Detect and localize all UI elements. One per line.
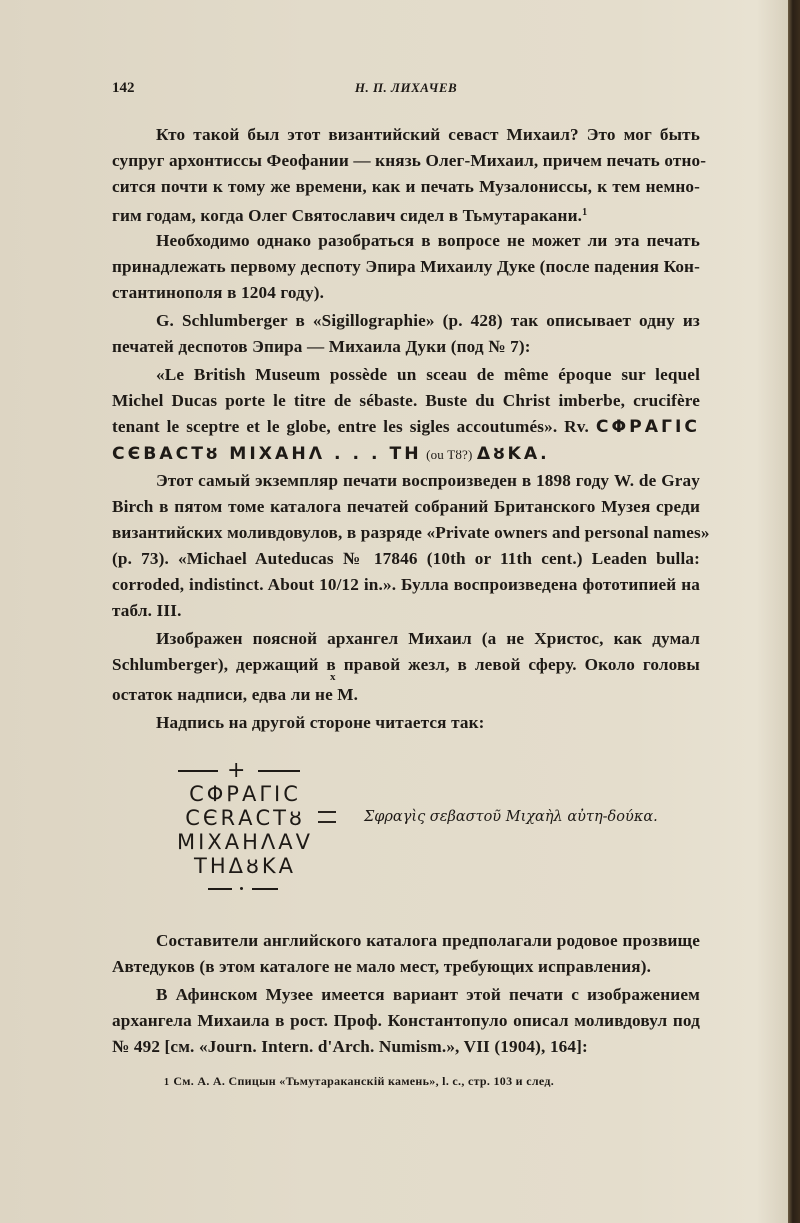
ornament-dash xyxy=(258,770,300,772)
text-line: Birch в пятом томе каталога печатей собраний Британского Музея среди xyxy=(112,497,700,516)
text-line: Изображен поясной архангел Михаил (а не Христос, как думал xyxy=(156,629,700,648)
text-line: corroded, indistinct. About 10/12 in.». Булла воспроизведена фототипией на xyxy=(112,575,700,594)
inscription-line: ТНΔȣΚΑ xyxy=(194,854,296,878)
text-line: Кто такой был этот византийский севаст Михаил? Это мог быть xyxy=(156,125,700,144)
text-line: № 492 [см. «Journ. Intern. d'Arch. Numism.», VII (1904), 164]: xyxy=(112,1037,588,1056)
text-line: византийских моливдовулов, в разряде «Private owners and personal names» xyxy=(112,523,710,542)
text-line: Необходимо однако разобраться в вопросе не может ли эта печать xyxy=(156,231,700,250)
running-head: Н. П. ЛИХАЧЕВ xyxy=(354,80,458,95)
text-line: (p. 73). «Michael Auteducas № 17846 (10th or 11th cent.) Leaden bulla: xyxy=(112,549,700,568)
page-number: 142 xyxy=(112,80,135,96)
text-line: печатей деспотов Эпира — Михаила Дуки (под № 7): xyxy=(112,337,531,356)
text-line: Michel Ducas porte le titre de sébaste. Buste du Christ imberbe, crucifère xyxy=(112,391,700,410)
text-line: табл. III. xyxy=(112,601,182,620)
text-line xyxy=(112,416,700,438)
footnote-mark: 1 xyxy=(164,1077,170,1088)
text-line: принадлежать первому деспоту Эпира Михаилу Дуке (после падения Кон- xyxy=(112,257,700,276)
text-line: Составители английского каталога предполагали родовое прозвище xyxy=(156,931,700,950)
greek-reading: Σφραγὶς σεβαστοῦ Μιχαὴλ αὐτη-δούκα. xyxy=(364,809,658,825)
superscript-x-mark: x xyxy=(330,671,336,683)
page-header xyxy=(112,76,700,100)
greek-inscription-span: СΦΡΑΓΙС xyxy=(595,417,700,437)
book-binding-edge xyxy=(788,0,800,1223)
footnote-reference: 1 xyxy=(582,207,588,218)
text-span: гим годам, когда Олег Святославич сидел в Тьмутаракани. xyxy=(112,206,583,225)
footnote xyxy=(164,1074,554,1089)
inscription-line: СΦΡΑΓΙС xyxy=(189,782,301,806)
inscription-line: СЄRΑСТȣ xyxy=(185,806,305,830)
ornament-dot xyxy=(240,887,243,890)
ornament-dash xyxy=(252,888,278,890)
text-line: архангела Михаила в рост. Проф. Константопуло описал моливдовул под xyxy=(112,1011,700,1030)
cross-icon: + xyxy=(227,758,246,783)
ornament-dash xyxy=(208,888,232,890)
inscription-top-ornament xyxy=(170,760,320,782)
greek-inscription-span: СЄВΑСТȣ МΙΧΑΗΛ . . . ТН xyxy=(112,444,422,464)
text-line xyxy=(112,202,700,227)
equals-sign xyxy=(318,811,336,823)
text-line: супруг архонтиссы Феофании — князь Олег-Михаил, причем печать отно- xyxy=(112,151,707,170)
footnote-text: См. А. А. Спицын «Тьмутараканскій камень», l. c., стр. 103 и след. xyxy=(173,1074,554,1088)
text-line: Schlumberger), держащий в правой жезл, в левой сферу. Около головы xyxy=(112,655,700,674)
text-line: В Афинском Музее имеется вариант этой печати с изображением xyxy=(156,985,700,1004)
text-line: G. Schlumberger в «Sigillographie» (p. 428) так описывает одну из xyxy=(156,311,700,330)
text-line: остаток надписи, едва ли не М. xyxy=(112,685,359,704)
inscription-bottom-ornament xyxy=(170,880,320,894)
text-span: tenant le sceptre et le globe, entre les sigles accoutumés». Rv. xyxy=(112,417,589,436)
text-line xyxy=(112,443,700,466)
text-line: стантинополя в 1204 году). xyxy=(112,283,325,302)
text-line: сится почти к тому же времени, как и печать Музалониссы, к тем немно- xyxy=(112,177,700,196)
text-line: Автедуков (в этом каталоге не мало мест, требующих исправления). xyxy=(112,957,652,976)
ornament-dash xyxy=(178,770,218,772)
text-line: «Le British Museum possède un sceau de même époque sur lequel xyxy=(156,365,700,384)
inscription-line: ΜΙΧΑΗΛΑV xyxy=(177,830,313,854)
text-span: (ou Тȣ?) xyxy=(426,447,473,462)
text-line: Надпись на другой стороне читается так: xyxy=(156,713,485,732)
greek-inscription-span: ΔȣΚΑ. xyxy=(476,444,550,464)
seal-inscription xyxy=(170,760,320,894)
text-line: Этот самый экземпляр печати воспроизведен в 1898 году W. de Gray xyxy=(156,471,700,490)
